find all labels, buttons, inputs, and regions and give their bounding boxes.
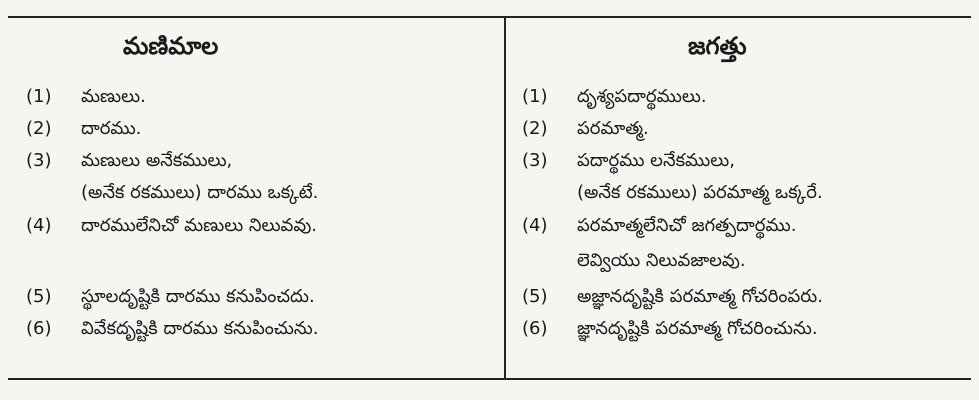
item-number: (4) bbox=[26, 215, 52, 236]
left-column-heading: మణిమాల bbox=[123, 32, 219, 60]
item-number: (5) bbox=[522, 286, 548, 307]
item-text: దృశ్యపదార్థములు. bbox=[577, 86, 707, 107]
item-text: (అనేక రకములు) పరమాత్మ ఒక్కరే. bbox=[577, 182, 823, 203]
item-text: పదార్థము లనేకములు, bbox=[577, 150, 735, 171]
item-text: దారము. bbox=[81, 118, 142, 139]
item-number: (3) bbox=[522, 150, 548, 171]
item-number: (6) bbox=[522, 318, 548, 339]
item-number: (5) bbox=[26, 286, 52, 307]
item-number: (6) bbox=[26, 318, 52, 339]
item-text: పరమాత్మ. bbox=[577, 118, 649, 139]
item-number: (2) bbox=[26, 118, 52, 139]
item-text: మణులు అనేకములు, bbox=[81, 150, 233, 171]
item-text: వివేకదృష్టికి దారము కనుపించును. bbox=[81, 318, 319, 339]
column-divider bbox=[504, 17, 506, 379]
item-text: జ్ఞానదృష్టికి పరమాత్మ గోచరించును. bbox=[577, 318, 818, 339]
item-text: పరమాత్మలేనిచో జగత్పదార్థము. bbox=[577, 215, 797, 236]
item-number: (3) bbox=[26, 150, 52, 171]
item-text: (అనేక రకములు) దారము ఒక్కటే. bbox=[81, 182, 319, 203]
item-number: (4) bbox=[522, 215, 548, 236]
item-number: (1) bbox=[26, 86, 52, 107]
right-column-heading: జగత్తు bbox=[688, 32, 747, 60]
top-rule bbox=[8, 16, 971, 18]
item-text: లెవ్వియు నిలువజాలవు. bbox=[577, 250, 746, 271]
item-text: అజ్ఞానదృష్టికి పరమాత్మ గోచరింపరు. bbox=[577, 286, 823, 307]
item-number: (1) bbox=[522, 86, 548, 107]
item-text: స్థూలదృష్టికి దారము కనుపించదు. bbox=[81, 286, 315, 307]
item-text: మణులు. bbox=[81, 86, 146, 107]
item-text: దారములేనిచో మణులు నిలువవు. bbox=[81, 215, 318, 236]
item-number: (2) bbox=[522, 118, 548, 139]
bottom-rule bbox=[8, 378, 971, 380]
